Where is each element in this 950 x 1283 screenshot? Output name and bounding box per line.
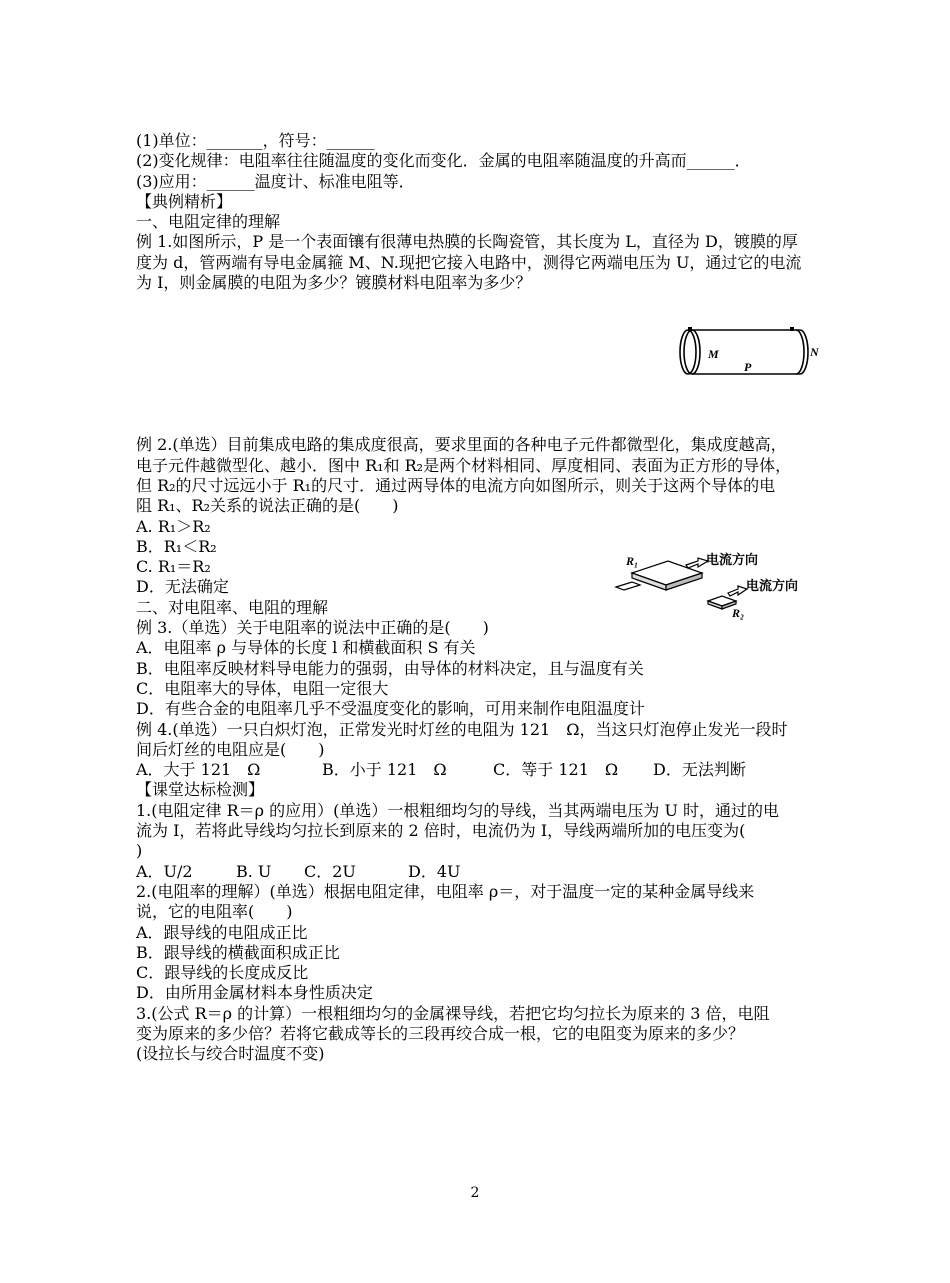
example2-line2: 电子元件越微型化、越小．图中 R₁和 R₂是两个材料相同、厚度相同、表面为正方形的导体， [136,455,792,475]
example3-option-c: C．电阻率大的导体，电阻一定很大 [136,678,389,698]
question2-option-b: B．跟导线的横截面积成正比 [136,942,340,962]
ceramic-tube-figure [676,325,826,380]
example2-line3: 但 R₂的尺寸远远小于 R₁的尺寸．通过两导体的电流方向如图所示，则关于这两个导体的电 [136,475,776,495]
section-examples-heading: 【典例精析】 [136,191,233,211]
example3-option-a: A．电阻率 ρ 与导体的长度 l 和横截面积 S 有关 [136,638,476,658]
question1-option-b: B. U [236,861,272,881]
example2-line4: 阻 R₁、R₂关系的说法正确的是( ) [136,496,399,516]
question3-line3: (设拉长与绞合时温度不变) [136,1044,325,1064]
intro-rule-line: (2)变化规律：电阻率往往随温度的变化而变化．金属的电阻率随温度的升高而______． [136,151,751,171]
question1-options [136,862,826,882]
example4-options [136,760,826,780]
example4-line1: 例 4.(单选）一只白炽灯泡，正常发光时灯丝的电阻为 121 Ω，当这只灯泡停止发光一段时 [136,719,788,739]
example3-option-d: D．有些合金的电阻率几乎不受温度变化的影响，可用来制作电阻温度计 [136,699,645,719]
question1-line3: ) [136,841,143,861]
part1-heading: 一、电阻定律的理解 [136,212,281,232]
label-r1: R₁ [626,554,639,568]
question1-line2: 流为 I，若将此导线均匀拉长到原来的 2 倍时，电流仍为 I，导线两端所加的电压变为( [136,821,746,841]
question3-line1: 3.(公式 R＝ρ 的计算）一根粗细均匀的金属裸导线，若把它均匀拉长为原来的 3 倍，电阻 [136,1003,770,1023]
label-m: M [708,347,719,361]
question1-option-c: C．2U [304,861,356,881]
band-m-terminal [688,327,692,331]
example1-line2: 度为 d，管两端有导电金属箍 M、N.现把它接入电路中，测得它两端电压为 U，通过它的电流 [136,252,802,272]
example1-line1: 例 1.如图所示，P 是一个表面镶有很薄电热膜的长陶瓷管，其长度为 L，直径为 D，镀膜的厚 [136,232,798,252]
example2-option-a: A. R₁＞R₂ [136,516,211,536]
question2-option-d: D．由所用金属材料本身性质决定 [136,983,373,1003]
question2-option-a: A．跟导线的电阻成正比 [136,922,308,942]
page-number: 2 [470,1185,480,1201]
intro-application-line: (3)应用：______温度计、标准电阻等． [136,171,415,191]
example1-line3: 为 I，则金属膜的电阻为多少？镀膜材料电阻率为多少？ [136,273,532,293]
question1-option-d: D．4U [408,861,461,881]
example2-line1: 例 2.(单选）目前集成电路的集成度很高，要求里面的各种电子元件都微型化，集成度越高， [136,435,787,455]
part2-heading: 二、对电阻率、电阻的理解 [136,597,329,617]
example2-option-c: C. R₁＝R₂ [136,557,211,577]
conductors-figure [608,547,813,622]
current-direction-label-2: 电流方向 [746,579,799,594]
question1-option-a: A．U/2 [136,861,193,881]
question3-line2: 变为原来的多少倍？若将它截成等长的三段再绞合成一根，它的电阻变为原来的多少？ [136,1023,745,1043]
question2-line2: 说，它的电阻率( ) [136,902,293,922]
example2-option-b: B．R₁＜R₂ [136,536,217,556]
current-direction-label-1: 电流方向 [706,553,759,568]
intro-unit-line: (1)单位：_______，符号：______ [136,131,375,150]
band-n-terminal [790,327,794,331]
section-check-heading: 【课堂达标检测】 [136,780,265,800]
example3-option-b: B．电阻率反映材料导电能力的强弱，由导体的材料决定，且与温度有关 [136,658,644,678]
example4-option-a: A．大于 121 Ω [136,760,261,780]
example4-option-c: C．等于 121 Ω [493,760,619,780]
label-n: N [810,345,819,359]
example4-line2: 间后灯丝的电阻应是( ) [136,739,325,759]
example2-option-d: D．无法确定 [136,577,229,597]
question1-line1: 1.(电阻定律 R＝ρ 的应用）(单选）一根粗细均匀的导线，当其两端电压为 U 时，通过的电 [136,800,780,820]
example4-option-b: B．小于 121 Ω [322,760,447,780]
question2-option-c: C．跟导线的长度成反比 [136,963,309,983]
label-r2: R₂ [732,606,745,620]
example4-option-d: D．无法判断 [653,760,746,780]
question2-line1: 2.(电阻率的理解）(单选）根据电阻定律，电阻率 ρ＝，对于温度一定的某种金属导线来 [136,881,755,901]
example3-line1: 例 3.（单选）关于电阻率的说法中正确的是( ) [136,618,489,638]
label-p: P [744,360,752,374]
